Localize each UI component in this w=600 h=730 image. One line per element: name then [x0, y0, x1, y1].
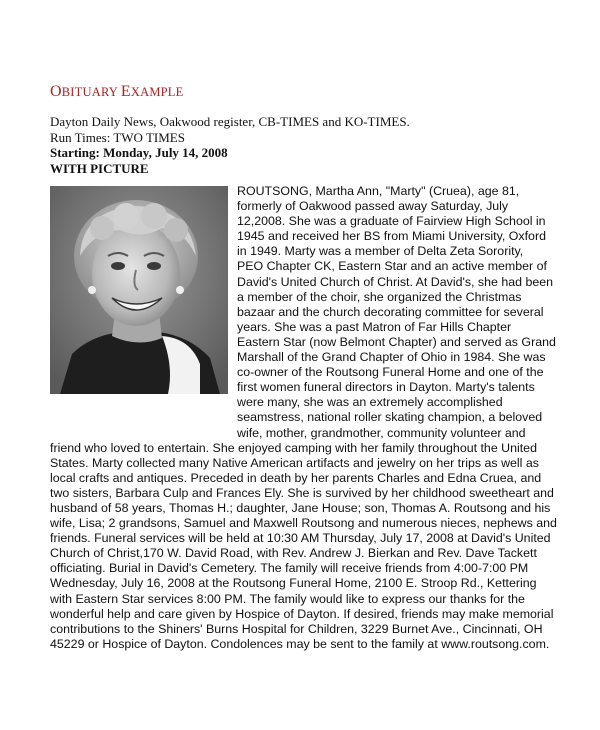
body-line: Wednesday, July 16, 2008 at the Routsong Funeral Home, 2100 E. Stroop Rd., Kettering: [50, 576, 537, 591]
body-line: two sisters, Barbara Culp and Frances Ely. She is survived by her childhood sweetheart and: [50, 485, 554, 500]
body-line: local crafts and antiques. Preceded in death by her parents Charles and Edna Cruea, and: [50, 470, 542, 485]
run-times-line: Run Times: TWO TIMES: [50, 129, 185, 145]
body-line: with Eastern Star services 8:00 PM. The family would like to express our thanks for the: [50, 591, 525, 606]
body-line: ROUTSONG, Martha Ann, "Marty" (Cruea), age 81,: [237, 184, 520, 198]
starting-date-line: Starting: Monday, July 14, 2008: [50, 145, 228, 160]
body-line: wife, mother, grandmother, community volunteer and: [237, 425, 526, 440]
obituary-body: [50, 184, 570, 652]
publications-line: Dayton Daily News, Oakwood register, CB-TIMES and KO-TIMES.: [50, 114, 410, 129]
body-line: in 1949. Marty was a member of Delta Zeta Sorority,: [237, 244, 524, 259]
body-line: wife, Lisa; 2 grandsons, Samuel and Maxwell Routsong and numerous nieces, nephews and: [50, 516, 557, 531]
body-line: bazaar and the church decorating committee for several: [237, 304, 544, 319]
body-line: co-owner of the Routsong Funeral Home and one of the: [237, 365, 544, 380]
body-line: friend who loved to entertain. She enjoyed camping with her family throughout the United: [50, 440, 537, 455]
title-rest: BITUARY: [61, 85, 121, 99]
document-title: [50, 82, 183, 102]
body-line: seamstress, national roller skating champion, a beloved: [237, 410, 543, 425]
body-line: Eastern Star (now Belmont Chapter) and served as Grand: [237, 334, 556, 349]
title-second-initial: E: [120, 83, 131, 100]
body-line: 45229 or Hospice of Dayton. Condolences may be sent to the family at www.routsong.com.: [50, 636, 550, 651]
body-line: David's United Church of Christ. At David's, she had been: [237, 274, 554, 289]
body-line: 12,2008. She was a graduate of Fairview High School in: [237, 214, 546, 229]
publication-info: [50, 114, 410, 176]
body-line: years. She was a past Matron of Far Hills Chapter: [237, 319, 512, 334]
body-line: a member of the choir, she organized the Christmas: [237, 289, 522, 304]
picture-note-line: WITH PICTURE: [50, 160, 149, 176]
body-line: first women funeral directors in Dayton. Marty's talents: [237, 380, 535, 395]
body-line: States. Marty collected many Native American artifacts and jewelry on her trips as well as: [50, 455, 539, 470]
body-line: husband of 58 years, Thomas H.; daughter, Jane House; son, Thomas A. Routsong and his: [50, 500, 551, 515]
body-line: Church of Christ,170 W. David Road, with Rev. Andrew J. Bierkan and Rev. Dave Tackett: [50, 546, 537, 561]
body-line: formerly of Oakwood passed away Saturday, July: [237, 199, 509, 214]
body-line: Marshall of the Grand Chapter of Ohio in 1984. She was: [237, 350, 546, 365]
body-line: wonderful help and care given by Hospice of Dayton. If desired, friends may make memorial: [50, 606, 554, 621]
body-line: contributions to the Shiners' Burns Hospital for Children, 3229 Burnet Ave., Cincinnati, OH: [50, 621, 543, 636]
body-line: were many, she was an extremely accomplished: [237, 395, 503, 410]
body-line: 1945 and received her BS from Miami University, Oxford: [237, 229, 546, 244]
body-line: PEO Chapter CK, Eastern Star and an active member of: [237, 259, 547, 274]
title-initial: O: [50, 83, 62, 100]
body-line: friends. Funeral services will be held at 10:30 AM Thursday, July 17, 2008 at David's United: [50, 531, 551, 546]
title-second-rest: XAMPLE: [130, 85, 184, 99]
body-line: officiating. Burial in David's Cemetery. The family will receive friends from 4:00-7:00 PM: [50, 561, 529, 576]
